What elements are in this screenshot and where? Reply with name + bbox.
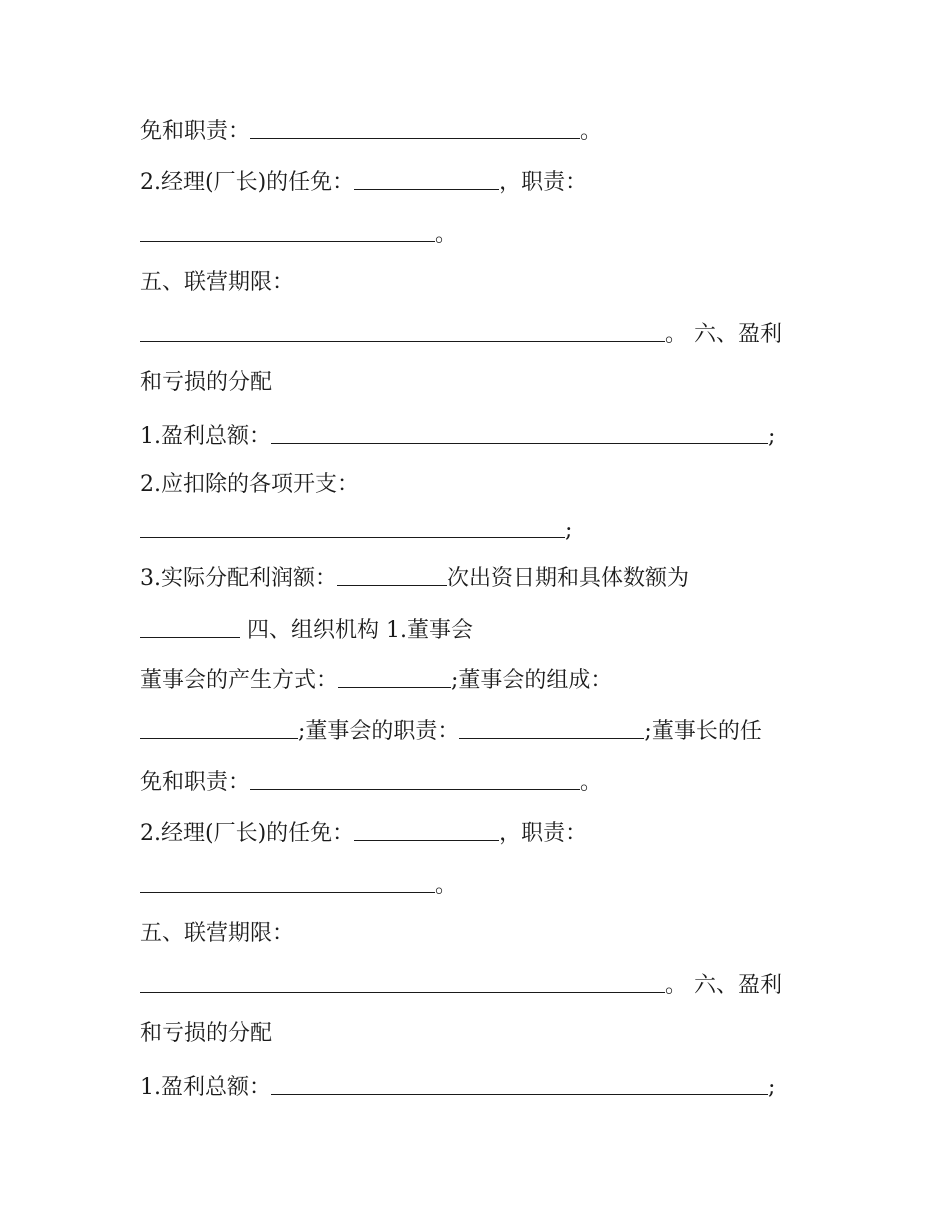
line-text: 2.应扣除的各项开支： xyxy=(140,472,359,497)
fill-blank xyxy=(459,716,644,739)
line-text: ;董事会的组成： xyxy=(451,668,613,693)
fill-blank xyxy=(140,970,665,993)
fill-blank xyxy=(354,167,499,190)
text-line xyxy=(140,817,587,847)
text-line xyxy=(140,268,294,298)
text-line xyxy=(140,1071,775,1101)
line-text: 免和职责： xyxy=(140,119,251,144)
text-line xyxy=(140,368,272,398)
line-text: 。 xyxy=(435,873,458,898)
text-line xyxy=(140,318,782,348)
line-text: 免和职责： xyxy=(140,770,251,795)
text-line xyxy=(140,166,587,196)
text-line xyxy=(140,1019,272,1049)
line-text: 。 六、盈利 xyxy=(665,322,782,347)
line-text: 。 六、盈利 xyxy=(665,973,782,998)
fill-blank xyxy=(140,319,665,342)
line-text: 2.经理(厂长)的任免： xyxy=(140,821,355,846)
text-line xyxy=(140,766,602,796)
line-text: 五、联营期限： xyxy=(140,270,295,295)
text-line xyxy=(140,514,572,544)
line-text: 和亏损的分配 xyxy=(140,370,273,395)
text-line xyxy=(140,664,612,694)
text-line xyxy=(140,919,294,949)
text-line xyxy=(140,420,775,450)
line-text: ，职责： xyxy=(499,170,588,195)
line-text: 2.经理(厂长)的任免： xyxy=(140,170,355,195)
text-line xyxy=(140,614,473,644)
line-text: 和亏损的分配 xyxy=(140,1021,273,1046)
fill-blank xyxy=(271,421,768,444)
line-text: ，职责： xyxy=(499,821,588,846)
line-text: ;董事长的任 xyxy=(644,719,762,744)
line-text: ;董事会的职责： xyxy=(298,719,460,744)
line-text: 1.盈利总额： xyxy=(140,424,271,449)
text-line xyxy=(140,969,782,999)
line-text: 五、联营期限： xyxy=(140,921,295,946)
fill-blank xyxy=(140,716,298,739)
text-line xyxy=(140,869,457,899)
fill-blank xyxy=(250,767,580,790)
line-text: 董事会的产生方式： xyxy=(140,668,339,693)
fill-blank xyxy=(338,665,451,688)
line-text: 。 xyxy=(580,119,603,144)
fill-blank xyxy=(250,116,580,139)
line-text: 四、组织机构 1.董事会 xyxy=(240,618,473,643)
fill-blank xyxy=(271,1072,768,1095)
fill-blank xyxy=(140,615,240,638)
fill-blank xyxy=(140,515,565,538)
line-text: 1.盈利总额： xyxy=(140,1075,271,1100)
fill-blank xyxy=(140,219,435,242)
line-text: 3.实际分配利润额： xyxy=(140,566,337,591)
fill-blank xyxy=(140,870,435,893)
text-line xyxy=(140,115,602,145)
line-text: ; xyxy=(565,518,573,543)
line-text: 次出资日期和具体数额为 xyxy=(447,566,690,591)
line-text: 。 xyxy=(435,222,458,247)
fill-blank xyxy=(354,818,499,841)
line-text: ; xyxy=(768,1075,776,1100)
text-line xyxy=(140,562,689,592)
text-line xyxy=(140,470,359,500)
line-text: ; xyxy=(768,424,776,449)
line-text: 。 xyxy=(580,770,603,795)
text-line xyxy=(140,715,762,745)
fill-blank xyxy=(337,563,447,586)
text-line xyxy=(140,218,457,248)
